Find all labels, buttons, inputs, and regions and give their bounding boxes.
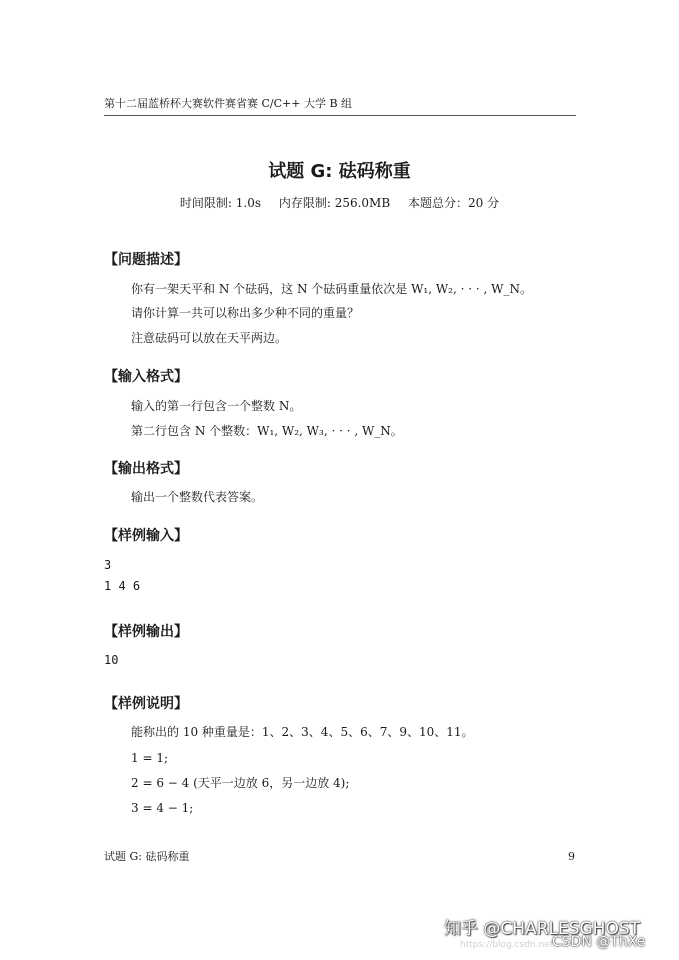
- sample-output-line: 10: [104, 653, 119, 667]
- section-heading-output-format: 【输出格式】: [104, 461, 188, 477]
- time-limit: 时间限制: 1.0s: [179, 196, 262, 210]
- header-rule: [104, 115, 576, 116]
- watermark-url: https://blog.csdn.net: [460, 940, 554, 950]
- output-format-line: 输出一个整数代表答案。: [131, 490, 264, 504]
- memory-limit: 内存限制: 256.0MB: [278, 196, 391, 210]
- problem-title: 试题 G: 砝码称重: [268, 161, 411, 182]
- description-line: 请你计算一共可以称出多少种不同的重量？: [131, 306, 360, 320]
- footer-problem-name: 试题 G: 砝码称重: [104, 850, 190, 863]
- sample-explanation-line: 2 = 6 − 4 (天平一边放 6，另一边放 4);: [131, 776, 350, 790]
- sample-input-line: 3: [104, 558, 112, 572]
- watermark-csdn: CSDN @ThXe: [552, 934, 646, 950]
- description-line: 你有一架天平和 N 个砝码，这 N 个砝码重量依次是 W₁, W₂, · · · , W_N。: [131, 282, 532, 296]
- section-heading-description: 【问题描述】: [104, 252, 188, 268]
- description-line: 注意砝码可以放在天平两边。: [131, 331, 288, 345]
- section-heading-sample-explanation: 【样例说明】: [104, 696, 188, 712]
- section-heading-sample-output: 【样例输出】: [104, 624, 188, 640]
- problem-limits: [0, 195, 679, 211]
- input-format-line: 输入的第一行包含一个整数 N。: [131, 399, 302, 413]
- section-heading-input-format: 【输入格式】: [104, 369, 188, 385]
- sample-input-line: 1 4 6: [104, 579, 141, 593]
- section-heading-sample-input: 【样例输入】: [104, 528, 188, 544]
- watermark-zhihu: 知乎 @CHARLESGHOST: [444, 919, 641, 939]
- sample-explanation-line: 3 = 4 − 1;: [131, 801, 194, 815]
- running-head: 第十二届蓝桥杯大赛软件赛省赛 C/C++ 大学 B 组: [104, 97, 353, 110]
- page-number: 9: [568, 850, 575, 863]
- input-format-line: 第二行包含 N 个整数：W₁, W₂, W₃, · · · , W_N。: [131, 424, 403, 438]
- sample-explanation-line: 1 = 1;: [131, 751, 168, 765]
- score: 本题总分：20 分: [408, 196, 500, 210]
- sample-explanation-line: 能称出的 10 种重量是：1、2、3、4、5、6、7、9、10、11。: [131, 725, 474, 739]
